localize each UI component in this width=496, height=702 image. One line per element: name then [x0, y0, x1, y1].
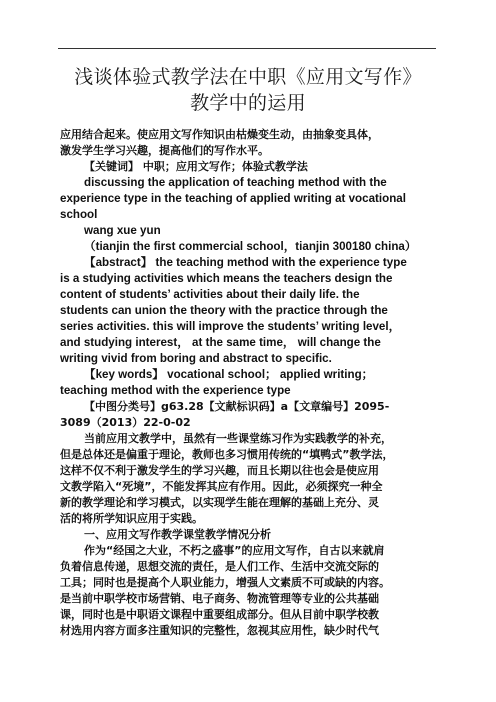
body-line: 是当前中职学校市场营销、电子商务、物流管理等专业的公共基础 [60, 592, 379, 605]
english-keywords-line: 【key words】 vocational school； applied writing； [84, 368, 374, 381]
body-line: 新的教学理论和学习模式，以实现学生能在理解的基础上充分、灵 [60, 496, 379, 509]
abstract-line: 【abstract】 the teaching method with the experience type [84, 256, 407, 269]
body-line: 材选用内容方面多注重知识的完整性，忽视其应用性，缺少时代气 [60, 624, 379, 637]
abstract-line: students can union the theory with the practice through the [60, 304, 388, 317]
affiliation-line: （tianjin the first commercial school，tianjin 300180 china） [84, 240, 417, 253]
body-line: 这样不仅不利于激发学生的学习兴趣，而且长期以往也会是使应用 [60, 464, 379, 477]
section-heading: 一、应用文写作教学课堂教学情况分析 [84, 528, 271, 541]
abstract-line: writing vivid from boring and abstract to specific. [60, 352, 332, 365]
english-title-line: school [60, 208, 98, 221]
abstract-line: and studying interest， at the same time， will change the [60, 336, 381, 349]
body-line: 应用结合起来。使应用文写作知识由枯燥变生动，由抽象变具体， [60, 128, 379, 141]
title-line-1: 浅谈体验式教学法在中职《应用文写作》 [74, 66, 422, 88]
body-line: 作为“经国之大业，不朽之盛事”的应用文写作，自古以来就肩 [84, 544, 385, 557]
classification-line: 【中图分类号】g63.28【文献标识码】a【文章编号】2095- [84, 400, 390, 413]
classification-line: 3089（2013）22-0-02 [60, 416, 191, 429]
english-title-line: experience type in the teaching of applied writing at vocational [60, 192, 406, 205]
body-line: 文教学陷入“死境”，不能发挥其应有作用。因此，必须探究一种全 [60, 480, 383, 493]
body-line: 但是总体还是偏重于理论，教师也多习惯用传统的“填鸭式”教学法， [60, 448, 394, 461]
body-line: 工具；同时也是提高个人职业能力，增强人文素质不可或缺的内容。 [60, 576, 390, 589]
abstract-line: content of students’ activities about their daily life. the [60, 288, 360, 301]
english-keywords-line: teaching method with the experience type [60, 384, 291, 397]
body-line: 活的将所学知识应用于实践。 [60, 512, 203, 525]
keywords-line: 【关键词】 中职；应用文写作；体验式教学法 [84, 160, 308, 173]
abstract-line: series activities. this will improve the students’ writing level， [60, 320, 401, 333]
header-rule [58, 48, 436, 49]
abstract-line: is a studying activities which means the teachers design the [60, 272, 393, 285]
english-title-line: discussing the application of teaching method with the [84, 176, 387, 189]
body-line: 负着信息传递，思想交流的责任，是人们工作、生活中交流交际的 [60, 560, 379, 573]
body-line: 当前应用文教学中，虽然有一些课堂练习作为实践教学的补充， [84, 432, 392, 445]
body-line: 课，同时也是中职语文课程中重要组成部分。但从目前中职学校教 [60, 608, 379, 621]
author-line: wang xue yun [84, 224, 161, 237]
body-line: 激发学生学习兴趣，提高他们的写作水平。 [60, 144, 269, 157]
title-line-2: 教学中的运用 [190, 92, 306, 114]
